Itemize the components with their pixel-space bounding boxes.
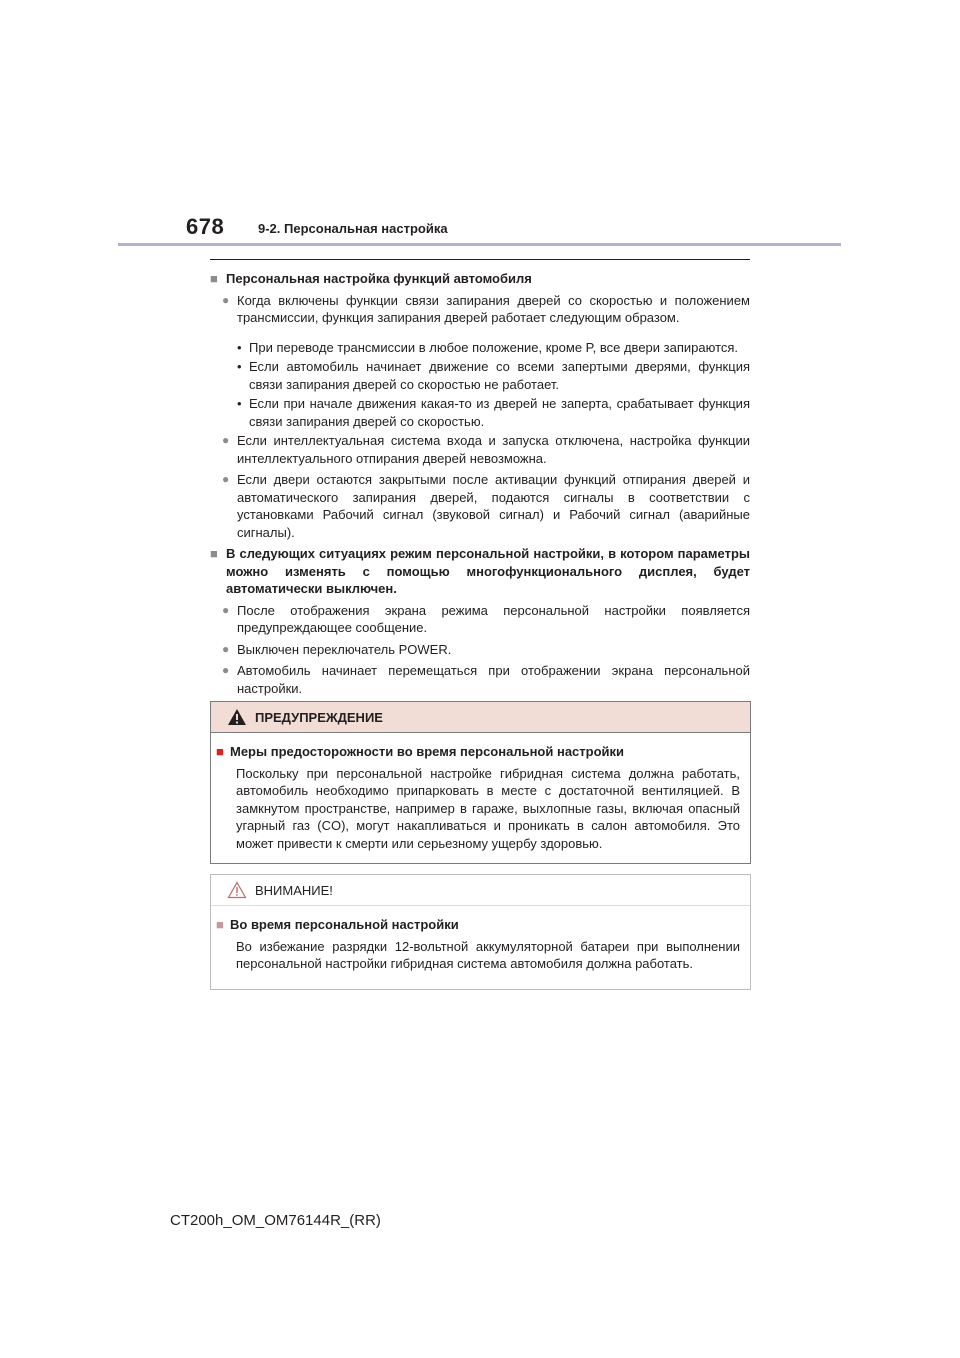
small-dot-icon: • [237, 339, 242, 355]
caution-title: ВНИМАНИЕ! [255, 882, 333, 898]
caution-header [211, 875, 750, 906]
caution-subheading: ■ Во время персональной настройки [216, 917, 459, 932]
header-divider [118, 243, 841, 246]
round-bullet-icon: ● [222, 433, 230, 447]
round-bullet-icon: ● [222, 292, 230, 307]
square-bullet-icon: ■ [216, 744, 224, 759]
warning-subheading: ■ Меры предосторожности во время персональной настройки [216, 744, 625, 759]
warning-box [210, 701, 751, 864]
sub-list-item: • При переводе трансмиссии в любое положение, кроме P, все двери запираются. [237, 339, 739, 355]
section-title: 9-2. Персональная настройка [258, 221, 448, 236]
list-item: ● Если интеллектуальная система входа и запуска отключена, настройка функции интеллектуального отпирания дверей невозможна. [222, 433, 750, 466]
warning-text: Поскольку при персональной настройке гибридная система должна работать, автомобиль необходимо припарковать в месте с достаточной вентиляцией. В замкнутом пространстве, например в гараже, выхлопные газы, включая опасный угарный газ (CO), могут накапливаться и проникать в салон автомобиля. Это может привести к смерти или серьезному ущербу здоровью. [236, 765, 740, 851]
caution-triangle-icon [227, 881, 247, 899]
list-item: ● После отображения экрана режима персональной настройки появляется предупреждающее сообщение. [222, 602, 750, 635]
caution-body [211, 906, 750, 973]
small-dot-icon: • [237, 359, 242, 374]
list-item: ● Когда включены функции связи запирания дверей со скоростью и положением трансмиссии, функция запирания дверей работает следующим образом. [222, 292, 750, 325]
list-item: ● Автомобиль начинает перемещаться при отображении экрана персональной настройки. [222, 663, 750, 696]
content-divider [210, 259, 750, 260]
caution-box [210, 874, 751, 990]
square-bullet-icon: ■ [216, 917, 224, 932]
page-header [0, 0, 960, 250]
page-number: 678 [186, 214, 225, 239]
square-bullet-icon: ■ [210, 546, 218, 561]
section-heading: ■ Персональная настройка функций автомобиля [210, 271, 532, 286]
section-heading: ■ В следующих ситуациях режим персональной настройки, в котором параметры можно изменять с помощью многофункционального дисплея, будет автоматически выключен. [210, 546, 750, 596]
warning-title: ПРЕДУПРЕЖДЕНИЕ [255, 709, 383, 725]
round-bullet-icon: ● [222, 641, 230, 656]
round-bullet-icon: ● [222, 602, 230, 617]
list-item: ● Если двери остаются закрытыми после активации функций отпирания дверей и автоматического запирания дверей, подаются сигналы в соответствии с установками Рабочий сигнал (звуковой сигнал) и Рабочий сигнал (аварийные сигналы). [222, 472, 750, 540]
sub-list-item: • Если при начале движения какая-то из дверей не заперта, срабатывает функция связи запирания дверей со скоростью. [237, 396, 750, 429]
sub-list-item: • Если автомобиль начинает движение со всеми запертыми дверями, функция связи запирания дверей со скоростью не работает. [237, 359, 750, 392]
document-code: CT200h_OM_OM76144R_(RR) [170, 1212, 381, 1229]
round-bullet-icon: ● [222, 472, 230, 486]
main-content [210, 270, 750, 701]
small-dot-icon: • [237, 396, 242, 411]
round-bullet-icon: ● [222, 663, 230, 677]
caution-text: Во избежание разрядки 12-вольтной аккумуляторной батареи при выполнении персональной настройки гибридная система автомобиля должна работать. [236, 938, 740, 971]
square-bullet-icon: ■ [210, 271, 218, 286]
warning-header [211, 702, 750, 733]
warning-triangle-icon [227, 708, 247, 726]
warning-body [211, 733, 750, 852]
list-item: ● Выключен переключатель POWER. [222, 641, 452, 657]
